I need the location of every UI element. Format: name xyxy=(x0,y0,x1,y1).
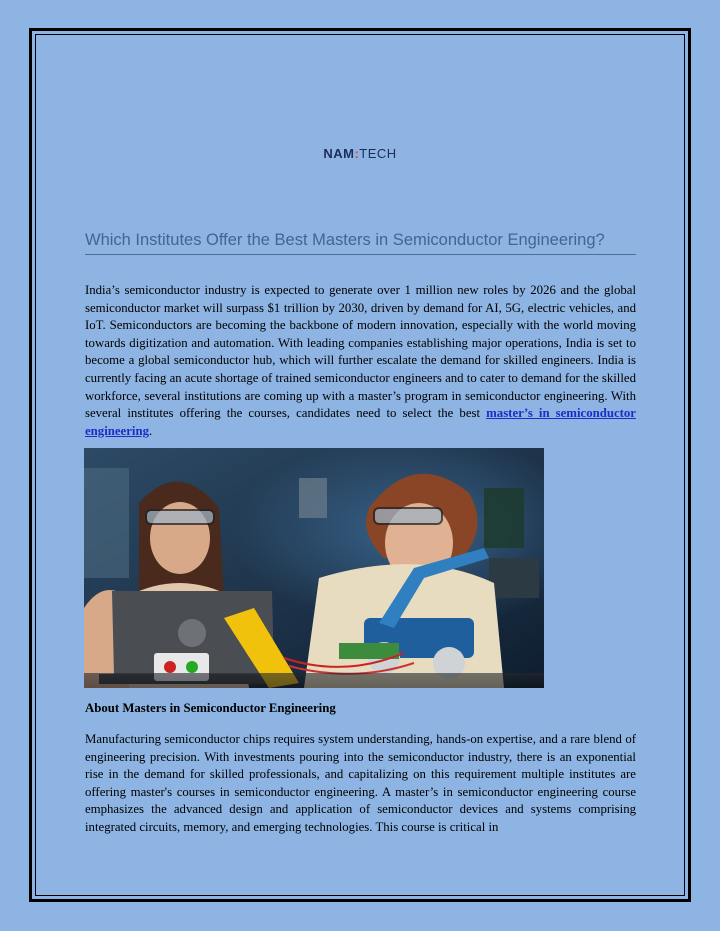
section-heading: About Masters in Semiconductor Engineering xyxy=(85,701,336,715)
intro-text: India’s semiconductor industry is expected to generate over 1 million new roles by 2026 and the global semiconductor market will surpass $1 trillion by 2030, driven by demand for AI, 5G, electric vehicles, and IoT. Semiconductors are becoming the backbone of modern innovation, especially with the world moving towards digitization and automation. With leading companies establishing major operations, India is set to become a global semiconductor hub, which will further escalate the demand for skilled engineers. India is currently facing an acute shortage of trained semiconductor engineers and to cater to demand for the skilled workforce, several institutions are coming up with a master’s program in semiconductor engineering. With several institutes offering the courses, candidates need to select the best xyxy=(85,283,636,421)
masters-link[interactable]: master’s in semiconductor engineering xyxy=(85,406,636,438)
page-title: Which Institutes Offer the Best Masters in Semiconductor Engineering? xyxy=(85,231,636,255)
namtech-logo: NAM:TECH xyxy=(323,146,397,161)
section-paragraph: Manufacturing semiconductor chips requires system understanding, hands-on expertise, and a rare blend of engineering precision. With investments pouring into the semiconductor industry, there is an exponential rise in the demand for skilled professionals, and capitalizing on this requirement multiple institutes are offering master's courses in semiconductor engineering. A master’s in semiconductor engineering course emphasizes the advanced design and application of semiconductor devices and systems comprising integrated circuits, memory, and emerging technologies. This course is critical in xyxy=(85,732,636,834)
lab-photo xyxy=(84,448,544,688)
intro-paragraph: India’s semiconductor industry is expected to generate over 1 million new roles by 2026 and the global semiconductor market will surpass $1 trillion by 2030, driven by demand for AI, 5G, electric vehicles, and IoT. Semiconductors are becoming the backbone of modern innovation, especially with the world moving towards digitization and automation. With leading companies establishing major operations, India is set to become a global semiconductor hub, which will further escalate the demand for skilled engineers. India is currently facing an acute shortage of trained semiconductor engineers and to cater to demand for the skilled workforce, several institutions are coming up with a master’s program in semiconductor engineering. With several institutes offering the courses, candidates need to select the best master’s in semiconductor engineering. xyxy=(85,283,636,438)
